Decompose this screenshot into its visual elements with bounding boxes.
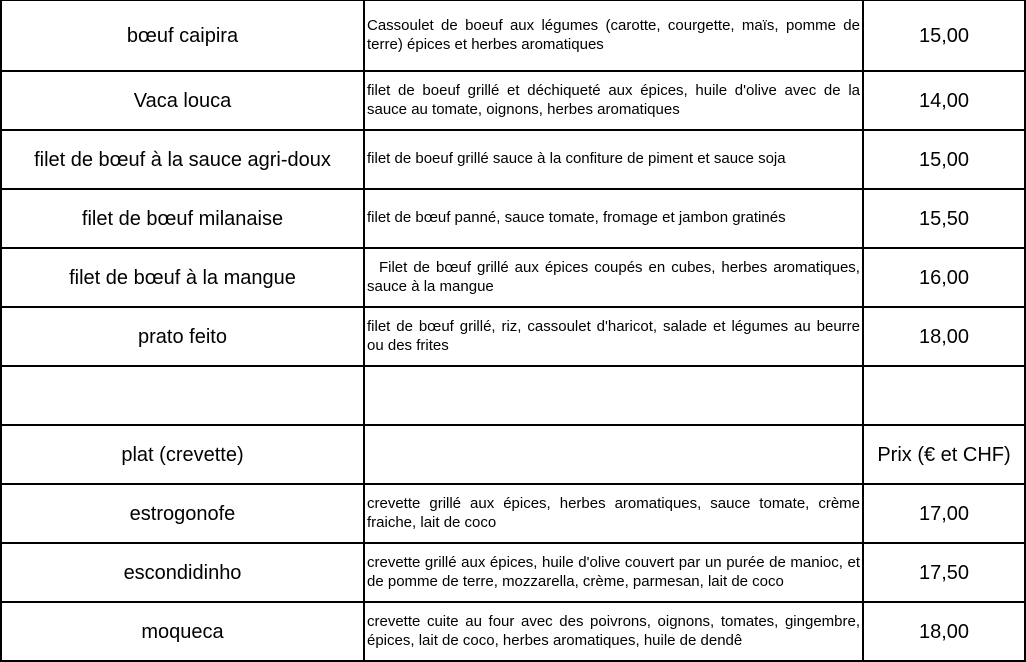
table-row bbox=[1, 0, 1025, 71]
dish-description-text: Cassoulet de boeuf aux légumes (carotte, courgette, maïs, pomme de terre) épices et herbes aromatiques bbox=[367, 16, 860, 53]
empty-row bbox=[1, 366, 1025, 425]
dish-name: Vaca louca bbox=[1, 71, 364, 130]
dish-name: prato feito bbox=[1, 307, 364, 366]
dish-description-text: filet de boeuf grillé et déchiqueté aux épices, huile d'olive avec de la sauce au tomate, oignons, herbes aromatiques bbox=[367, 81, 860, 118]
dish-description bbox=[364, 0, 863, 71]
price-column-header: Prix (€ et CHF) bbox=[863, 425, 1025, 484]
dish-price bbox=[863, 366, 1025, 425]
dish-name: moqueca bbox=[1, 602, 364, 661]
dish-price: 17,00 bbox=[863, 484, 1025, 543]
dish-price: 15,00 bbox=[863, 0, 1025, 71]
dish-description bbox=[364, 425, 863, 484]
table-row bbox=[1, 484, 1025, 543]
dish-name: bœuf caipira bbox=[1, 0, 364, 71]
dish-price: 15,00 bbox=[863, 130, 1025, 189]
dish-description bbox=[364, 602, 863, 661]
dish-price: 15,50 bbox=[863, 189, 1025, 248]
dish-name: estrogonofe bbox=[1, 484, 364, 543]
dish-description-text: filet de bœuf grillé, riz, cassoulet d'haricot, salade et légumes au beurre ou des frites bbox=[367, 317, 860, 354]
dish-price: 17,50 bbox=[863, 543, 1025, 602]
dish-price: 18,00 bbox=[863, 307, 1025, 366]
dish-price: 18,00 bbox=[863, 602, 1025, 661]
dish-price: 14,00 bbox=[863, 71, 1025, 130]
table-row bbox=[1, 307, 1025, 366]
table-row bbox=[1, 248, 1025, 307]
dish-description bbox=[364, 189, 863, 248]
section-header-row bbox=[1, 425, 1025, 484]
dish-description bbox=[364, 71, 863, 130]
section-title: plat (crevette) bbox=[1, 425, 364, 484]
table-row bbox=[1, 543, 1025, 602]
dish-description-text: crevette grillé aux épices, huile d'olive couvert par un purée de manioc, et de pomme de terre, mozzarella, crème, parmesan, lait de coco bbox=[367, 553, 860, 590]
dish-description bbox=[364, 130, 863, 189]
dish-description bbox=[364, 484, 863, 543]
dish-name: escondidinho bbox=[1, 543, 364, 602]
table-row bbox=[1, 130, 1025, 189]
dish-name bbox=[1, 366, 364, 425]
table-row bbox=[1, 602, 1025, 661]
dish-description-text: Filet de bœuf grillé aux épices coupés en cubes, herbes aromatiques, sauce à la mangue bbox=[367, 258, 865, 295]
dish-name: filet de bœuf à la mangue bbox=[1, 248, 364, 307]
dish-description-text: filet de boeuf grillé sauce à la confiture de piment et sauce soja bbox=[367, 150, 786, 167]
dish-description bbox=[364, 543, 863, 602]
table-row bbox=[1, 71, 1025, 130]
dish-description bbox=[364, 307, 863, 366]
dish-price: 16,00 bbox=[863, 248, 1025, 307]
dish-description-text: crevette cuite au four avec des poivrons, oignons, tomates, gingembre, épices, lait de coco, herbes aromatiques, huile de dendê bbox=[367, 612, 860, 649]
dish-name: filet de bœuf à la sauce agri-doux bbox=[1, 130, 364, 189]
dish-description-text: crevette grillé aux épices, herbes aromatiques, sauce tomate, crème fraiche, lait de coco bbox=[367, 494, 860, 531]
table-row bbox=[1, 189, 1025, 248]
dish-name: filet de bœuf milanaise bbox=[1, 189, 364, 248]
dish-description bbox=[364, 248, 863, 307]
dish-description bbox=[364, 366, 863, 425]
dish-description-text: filet de bœuf panné, sauce tomate, fromage et jambon gratinés bbox=[367, 209, 786, 226]
